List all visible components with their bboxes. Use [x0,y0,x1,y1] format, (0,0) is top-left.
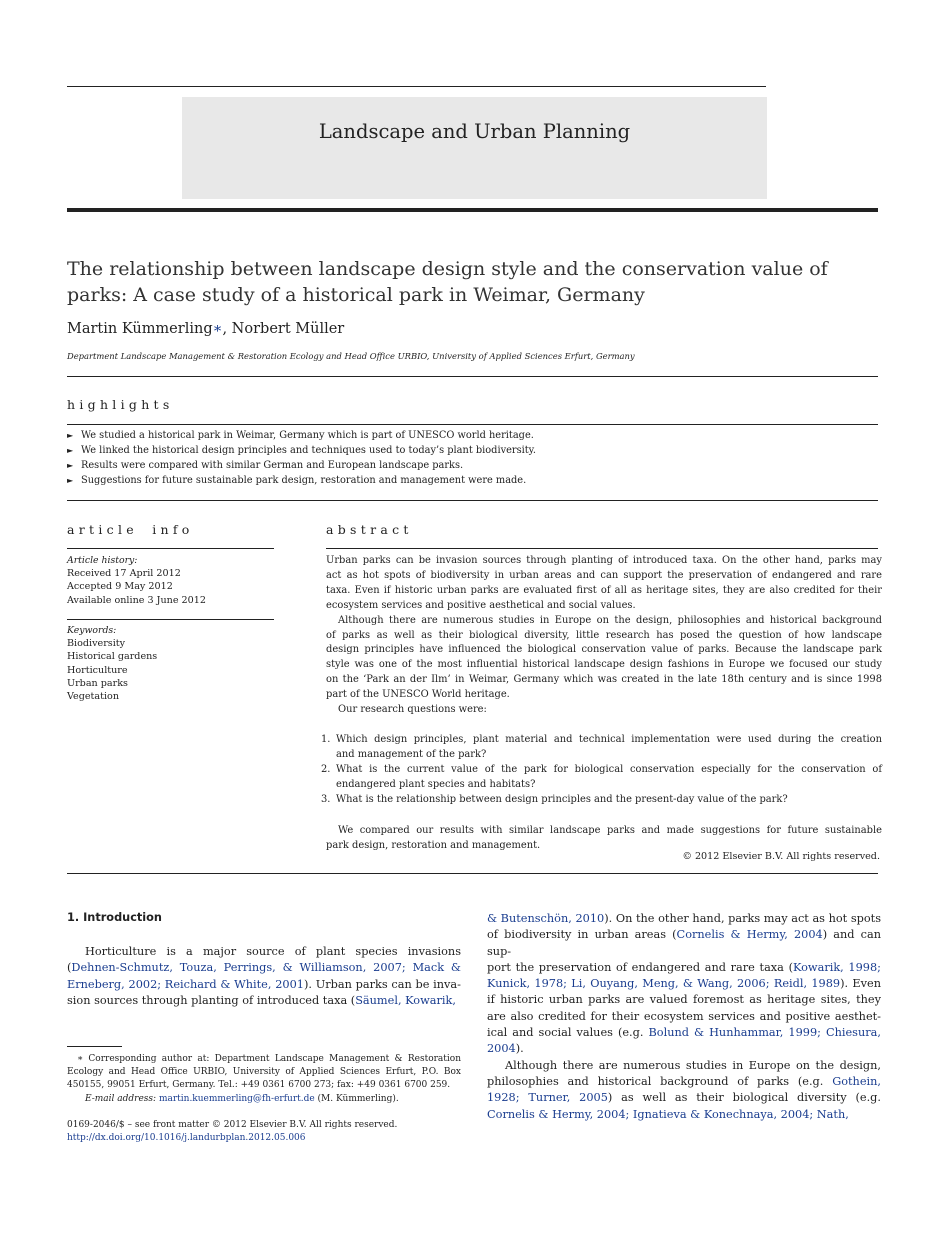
list-item [67,458,536,473]
author-name: , Norbert Müller [222,321,345,337]
abstract-line: part of the UNESCO World heritage. [326,689,510,701]
title-line: The relationship between landscape design style and the conservation value of [67,258,828,280]
introduction-heading: 1. Introduction [67,911,162,924]
list-item [67,428,536,443]
abstract-closing [326,824,882,854]
bullet-arrow-icon: ► [67,446,74,455]
text: ). On the other hand, parks may act as hot spots [604,912,882,925]
abstract-line: Urban parks can be invasion sources through planting of introduced taxa. On the other hand, parks may [326,555,882,566]
text: ical and social values (e.g. [487,1026,649,1040]
abstract-line: of parks as well as their biological diversity, little research has posed the question of how landscape [326,629,882,641]
abstract-line: design principles have influenced the biological conservation value of parks. Because the landscape park [326,644,882,656]
list-item [321,733,882,763]
history-accepted: Accepted 9 May 2012 [67,581,173,593]
text: ( [67,961,72,975]
authors [67,321,344,337]
footnote-line: Ecology and Head Office URBIO, University of Applied Sciences Erfurt, P.O. Box [67,1067,461,1078]
text: ) as well as their biological diversity (e.g. [607,1091,881,1105]
body-line [67,993,461,1009]
text: Corresponding author at: Department Landscape Management & Restoration [83,1054,461,1064]
abstract-line: Although there are numerous studies in Europe on the design, philosophies and historical background [338,614,882,626]
bullet-arrow-icon: ► [67,461,74,470]
body-line [67,977,461,993]
question-line: and management of the park? [336,748,487,760]
text: Horticulture is a major source of plant species invasions [85,945,461,958]
citation-link[interactable]: Erneberg, 2002; Reichard & White, 2001 [67,977,304,991]
list-item [321,763,882,793]
history-received: Received 17 April 2012 [67,568,181,580]
keyword: Biodiversity [67,638,126,650]
article-title [67,256,867,308]
top-rule [67,86,766,87]
divider [67,500,878,501]
abstract-line: ecosystem services and positive aesthetical and social values. [326,599,636,611]
body-line [487,911,881,927]
text: ) and can sup- [487,928,882,958]
history-online: Available online 3 June 2012 [67,594,206,606]
body-line [487,927,881,960]
divider [326,548,878,549]
journal-banner [182,97,767,199]
abstract-line: act as hot spots of biodiversity in urban areas and can support the preservation of endangered and rare [326,569,882,581]
history-label: Article history: [67,555,138,566]
highlight-text: Results were compared with similar German and European landscape parks. [81,460,464,471]
citation-link[interactable]: Gothein, [832,1074,881,1088]
highlights-list [67,428,536,488]
keyword: Horticulture [67,664,128,676]
text: of biodiversity in urban areas ( [487,928,677,942]
highlights-heading: highlights [67,397,174,412]
highlight-text: We studied a historical park in Weimar, Germany which is part of UNESCO world heritage. [81,430,534,441]
divider [67,376,878,377]
divider [67,548,274,549]
keyword: Urban parks [67,677,128,689]
question-line: Which design principles, plant material and technical implementation were used during the creation [336,734,882,745]
body-line [487,960,881,976]
question-number: 3. [321,793,331,805]
divider [67,424,878,425]
abstract-line: style was one of the most influential historical landscape design fashions in Europe we focused our study [326,659,882,671]
keywords-label: Keywords: [67,625,117,636]
citation-link[interactable]: Säumel, Kowarik, [355,993,456,1007]
body-line [487,1025,881,1041]
citation-link[interactable]: Cornelis & Hermy, 2004; Ignatieva & Konechnaya, 2004; Nath, [487,1107,849,1121]
question-line: endangered plant species and habitats? [336,778,536,790]
title-line: parks: A case study of a historical park in Weimar, Germany [67,284,645,306]
body-line: are also credited for their ecosystem services and positive aesthet- [487,1009,881,1023]
question-number: 1. [321,734,331,745]
body-line [487,976,881,992]
citation-link[interactable]: Cornelis & Hermy, 2004 [676,928,823,942]
list-item [67,443,536,458]
body-line [487,1107,881,1123]
article-info-heading: article info [67,522,194,537]
text: ). Urban parks can be inva- [303,977,461,991]
header-thick-rule [67,208,878,212]
text: ). [515,1042,524,1056]
citation-link[interactable]: 1928; Turner, 2005 [487,1091,608,1105]
footnote [67,1053,461,1106]
text: sion sources through planting of introduced taxa ( [67,993,356,1007]
doi-link[interactable]: http://dx.doi.org/10.1016/j.landurbplan.2012.05.006 [67,1133,306,1144]
abstract-line: Our research questions were: [338,704,487,716]
body-line [487,1074,881,1090]
text: port the preservation of endangered and rare taxa ( [487,960,793,974]
question-line: What is the current value of the park for biological conservation especially for the conservation of [336,763,882,775]
abstract-body [326,554,882,718]
footnote-rule [67,1046,122,1047]
citation-link[interactable]: & Butenschön, 2010 [487,912,605,925]
article-history [67,554,206,607]
citation-link[interactable]: Dehnen-Schmutz, Touza, Perrings, & Williamson, 2007; Mack & [71,961,461,975]
email-label: E-mail address: [85,1093,159,1104]
highlight-text: Suggestions for future sustainable park design, restoration and management were made. [81,475,527,486]
body-line [67,960,461,976]
citation-link[interactable]: Kunick, 1978; Li, Ouyang, Meng, & Wang, 2006; Reidl, 1989 [487,977,841,991]
list-item [321,793,882,808]
divider [67,619,274,620]
affiliation: Department Landscape Management & Restoration Ecology and Head Office URBIO, University of Applied Sciences Erfurt, Germany [67,351,635,361]
citation-link[interactable]: Bolund & Hunhammar, 1999; Chiesura, [648,1026,881,1040]
email-link[interactable]: martin.kuemmerling@fh-erfurt.de [158,1093,315,1104]
abstract-line: We compared our results with similar landscape parks and made suggestions for future sustainable [338,825,882,836]
question-line: What is the relationship between design principles and the present-day value of the park? [336,793,788,805]
journal-title: Landscape and Urban Planning [318,120,631,143]
intro-right-column [487,911,881,1123]
text: ). Even [840,977,881,991]
text: philosophies and historical background of parks (e.g. [487,1074,833,1088]
body-line [487,1090,881,1106]
abstract-heading: abstract [326,522,413,537]
body-line: if historic urban parks are valued foremost as heritage sites, they [487,993,881,1007]
footnote-line [67,1053,461,1066]
footnote-line [67,1093,461,1106]
highlight-text: We linked the historical design principles and techniques used to today’s plant biodiversity. [81,445,537,456]
research-questions [321,733,882,808]
body-line [67,944,461,960]
footnote-star: ∗ [77,1054,84,1064]
intro-left-column [67,944,461,1009]
citation-link[interactable]: 2004 [487,1042,516,1056]
copyright: © 2012 Elsevier B.V. All rights reserved. [682,851,880,862]
abstract-line: on the ‘Park an der Ilm’ in Weimar, Germany which was created in the late 18th century and is since 1998 [326,674,882,686]
question-number: 2. [321,763,331,775]
abstract-line: park design, restoration and management. [326,839,541,851]
body-line: Although there are numerous studies in Europe on the design, [505,1058,881,1072]
bullet-arrow-icon: ► [67,431,74,440]
list-item [67,473,536,488]
footnote-line: 450155, 99051 Erfurt, Germany. Tel.: +49 0361 6700 273; fax: +49 0361 6700 259. [67,1080,451,1091]
text: (M. Kümmerling). [314,1093,399,1104]
keywords [67,624,157,703]
author-name: Martin Kümmerling [67,321,213,337]
issn-line: 0169-2046/$ – see front matter © 2012 Elsevier B.V. All rights reserved. [67,1120,398,1130]
keyword: Vegetation [67,691,119,703]
keyword: Historical gardens [67,651,158,663]
citation-link[interactable]: Kowarik, 1998; [792,960,881,974]
body-line [487,1041,881,1057]
front-matter [67,1119,397,1145]
bullet-arrow-icon: ► [67,476,74,485]
corresponding-author-link[interactable]: ∗ [212,321,223,337]
divider [67,873,878,874]
abstract-line: taxa. Even if historic urban parks are evaluated first of all as heritage sites, they are also credited for their [326,584,882,596]
